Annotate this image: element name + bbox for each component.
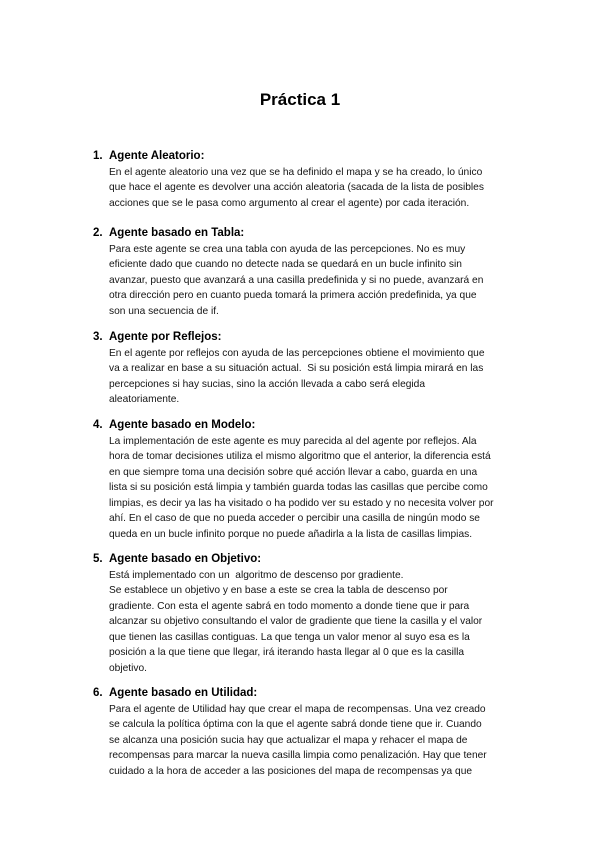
body-line: En el agente aleatorio una vez que se ha definido el mapa y se ha creado, lo único bbox=[109, 166, 483, 178]
section-title: Agente Aleatorio: bbox=[109, 150, 205, 162]
section-title: Agente basado en Utilidad: bbox=[109, 687, 258, 699]
body-line: queda en un bucle infinito porque no puede añadirla a la lista de casillas limpias. bbox=[109, 528, 473, 540]
list-number: 1. bbox=[93, 150, 103, 162]
body-line: cuidado a la hora de acceder a las posiciones del mapa de recompensas ya que bbox=[109, 765, 473, 777]
body-line: se calcula la política óptima con la que el agente sabrá donde tiene que ir. Cuando bbox=[109, 719, 482, 730]
list-number: 5. bbox=[93, 553, 103, 565]
list-item-agente-tabla bbox=[93, 226, 573, 319]
body-line: objetivo. bbox=[109, 662, 147, 674]
list-number: 6. bbox=[93, 687, 103, 699]
section-body bbox=[93, 568, 573, 677]
section-heading bbox=[93, 226, 573, 242]
body-line: La implementación de este agente es muy parecida al del agente por reflejos. Ala bbox=[109, 435, 477, 447]
section-body bbox=[93, 702, 573, 780]
body-line: alcanzar su objetivo consultando el valor de gradiente que tiene la casilla y el valor bbox=[109, 616, 483, 627]
body-line: posición a la que tiene que llegar, irá iterando hasta llegar al 0 que es la casilla bbox=[109, 647, 465, 658]
body-line: recompensas para marcar la nueva casilla limpia como penalización. Hay que tener bbox=[109, 750, 487, 761]
body-line: limpias, es decir ya las ha visitado o ha podido ver su estado y no necesita volver por bbox=[109, 497, 494, 509]
section-title: Agente basado en Modelo: bbox=[109, 419, 256, 431]
body-line: son una secuencia de if. bbox=[109, 305, 219, 317]
section-heading bbox=[93, 552, 573, 568]
body-line: que tienen las casillas contiguas. La que tenga un valor menor al suyo esa es la bbox=[109, 631, 470, 643]
section-title: Agente basado en Tabla: bbox=[109, 227, 245, 239]
list-number: 4. bbox=[93, 419, 103, 431]
list-item-agente-utilidad bbox=[93, 686, 573, 779]
section-body bbox=[93, 346, 573, 408]
body-line: en que siempre toma una decisión sobre qué acción llevar a cabo, guarda en una bbox=[109, 466, 478, 478]
body-line: acciones que se le pasa como argumento al crear el agente) por cada iteración. bbox=[109, 197, 470, 209]
section-body bbox=[93, 242, 573, 320]
section-body bbox=[93, 165, 573, 212]
body-line: se alcanza una posición sucia hay que actualizar el mapa y rehacer el mapa de bbox=[109, 734, 468, 746]
body-line: que hace el agente es devolver una acción aleatoria (sacada de la lista de posibles bbox=[109, 182, 484, 193]
body-line: lista si su posición está limpia y también guarda todas las casillas que percibe como bbox=[109, 482, 488, 493]
section-heading bbox=[93, 330, 573, 346]
body-line: eficiente dado que cuando no detecte nada se quedará en un bucle infinito sin bbox=[109, 259, 462, 270]
list-item-agente-reflejos bbox=[93, 330, 573, 408]
list-item-agente-objetivo bbox=[93, 552, 573, 676]
page-title: Práctica 1 bbox=[259, 90, 341, 109]
body-line: En el agente por reflejos con ayuda de las percepciones obtiene el movimiento que bbox=[109, 347, 485, 359]
list-number: 3. bbox=[93, 331, 103, 343]
body-line: Se establece un objetivo y en base a este se crea la tabla de descenso por bbox=[109, 585, 448, 596]
body-line: va a realizar en base a su situación actual. Si su posición está limpia mirará en las bbox=[109, 363, 484, 374]
list-item-agente-modelo bbox=[93, 418, 573, 542]
body-line: Está implementado con un algoritmo de descenso por gradiente. bbox=[109, 569, 404, 581]
body-line: otra dirección pero en cuanto pueda tomará la primera acción predefinida, ya que bbox=[109, 290, 477, 301]
section-heading bbox=[93, 418, 573, 434]
body-line: aleatoriamente. bbox=[109, 394, 180, 405]
section-heading bbox=[93, 149, 573, 165]
body-line: avanzar, puesto que avanzará a una casilla predefinida y si no puede, avanzará en bbox=[109, 274, 484, 286]
body-line: gradiente. Con esta el agente sabrá en todo momento a donde tiene que ir para bbox=[109, 600, 470, 612]
list-item-agente-aleatorio bbox=[93, 149, 573, 211]
body-line: Para este agente se crea una tabla con ayuda de las percepciones. No es muy bbox=[109, 243, 466, 255]
body-line: percepciones si hay sucias, sino la acción llevada a cabo será elegida bbox=[109, 378, 426, 390]
section-title: Agente por Reflejos: bbox=[109, 331, 222, 343]
body-line: ahí. En el caso de que no pueda acceder o percibir una casilla de ningún modo se bbox=[109, 513, 480, 524]
section-title: Agente basado en Objetivo: bbox=[109, 553, 262, 565]
section-body bbox=[93, 434, 573, 543]
body-line: Para el agente de Utilidad hay que crear el mapa de recompensas. Una vez creado bbox=[109, 703, 486, 715]
section-heading bbox=[93, 686, 573, 702]
list-number: 2. bbox=[93, 227, 103, 239]
body-line: hora de tomar decisiones utiliza el mismo algoritmo que el anterior, la diferencia está bbox=[109, 451, 491, 462]
